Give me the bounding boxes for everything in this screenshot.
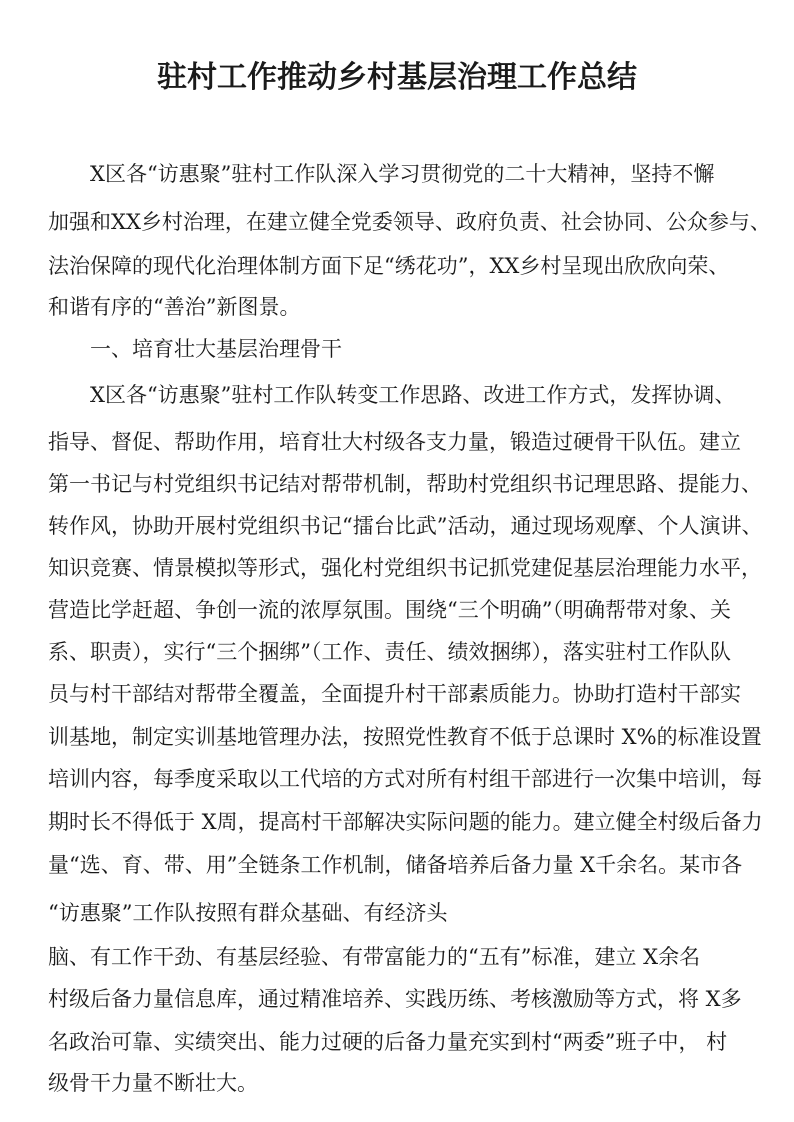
paragraph-1-line-2: 加强和XX乡村治理，在建立健全党委领导、政府负责、社会协同、公众参与、 [48,210,771,234]
paragraph-2-line-13: “访惠聚”工作队按照有群众基础、有经济头 [48,901,448,925]
paragraph-2-line-14: 脑、有工作干劲、有基层经验、有带富能力的“五有”标准，建立 X余名 [48,945,701,969]
paragraph-2-line-4: 转作风，协助开展村党组织书记“擂台比武”活动，通过现场观摩、个人演讲、 [48,514,763,538]
paragraph-2-line-15: 村级后备力量信息库，通过精准培养、实践历练、考核激励等方式，将 X多 [48,987,742,1011]
paragraph-2-line-12: 量“选、育、带、用”全链条工作机制，储备培养后备力量 X千余名。某市各 [48,853,743,877]
paragraph-2-line-1: X区各“访惠聚”驻村工作队转变工作思路、改进工作方式，发挥协调、 [90,383,736,407]
paragraph-2-line-11: 期时长不得低于 X周，提高村干部解决实际问题的能力。建立健全村级后备力 [48,810,763,834]
paragraph-2-line-3: 第一书记与村党组织书记结对帮带机制，帮助村党组织书记理思路、提能力、 [48,472,762,496]
paragraph-2-line-16: 名政治可靠、实绩突出、能力过硬的后备力量充实到村“两委”班子中， 村 [48,1030,728,1054]
section-heading-1: 一、培育壮大基层治理骨干 [90,337,342,361]
document-title: 驻村工作推动乡村基层治理工作总结 [157,60,637,95]
paragraph-2-line-7: 系、职责），实行“三个捆绑”（工作、责任、绩效捆绑），落实驻村工作队队 [48,640,731,664]
paragraph-2-line-2: 指导、督促、帮助作用，培育壮大村级各支力量，锻造过硬骨干队伍。建立 [48,430,741,454]
paragraph-2-line-8: 员与村干部结对帮带全覆盖，全面提升村干部素质能力。协助打造村干部实 [48,682,741,706]
paragraph-2-line-6: 营造比学赶超、争创一流的浓厚氛围。围绕“三个明确”（明确帮带对象、关 [48,598,731,622]
paragraph-1-line-3: 法治保障的现代化治理体制方面下足“绣花功”，XX乡村呈现出欣欣向荣、 [48,254,730,278]
paragraph-2-line-9: 训基地，制定实训基地管理办法，按照党性教育不低于总课时 X%的标准设置 [48,725,762,749]
paragraph-1-line-4: 和谐有序的“善治”新图景。 [48,295,301,319]
paragraph-2-line-17: 级骨干力量不断壮大。 [48,1071,258,1095]
paragraph-2-line-10: 培训内容，每季度采取以工代培的方式对所有村组干部进行一次集中培训，每 [48,767,762,791]
paragraph-2-line-5: 知识竞赛、情景模拟等形式，强化村党组织书记抓党建促基层治理能力水平， [48,556,762,580]
paragraph-1-line-1: X区各“访惠聚”驻村工作队深入学习贯彻党的二十大精神，坚持不懈 [90,162,715,186]
